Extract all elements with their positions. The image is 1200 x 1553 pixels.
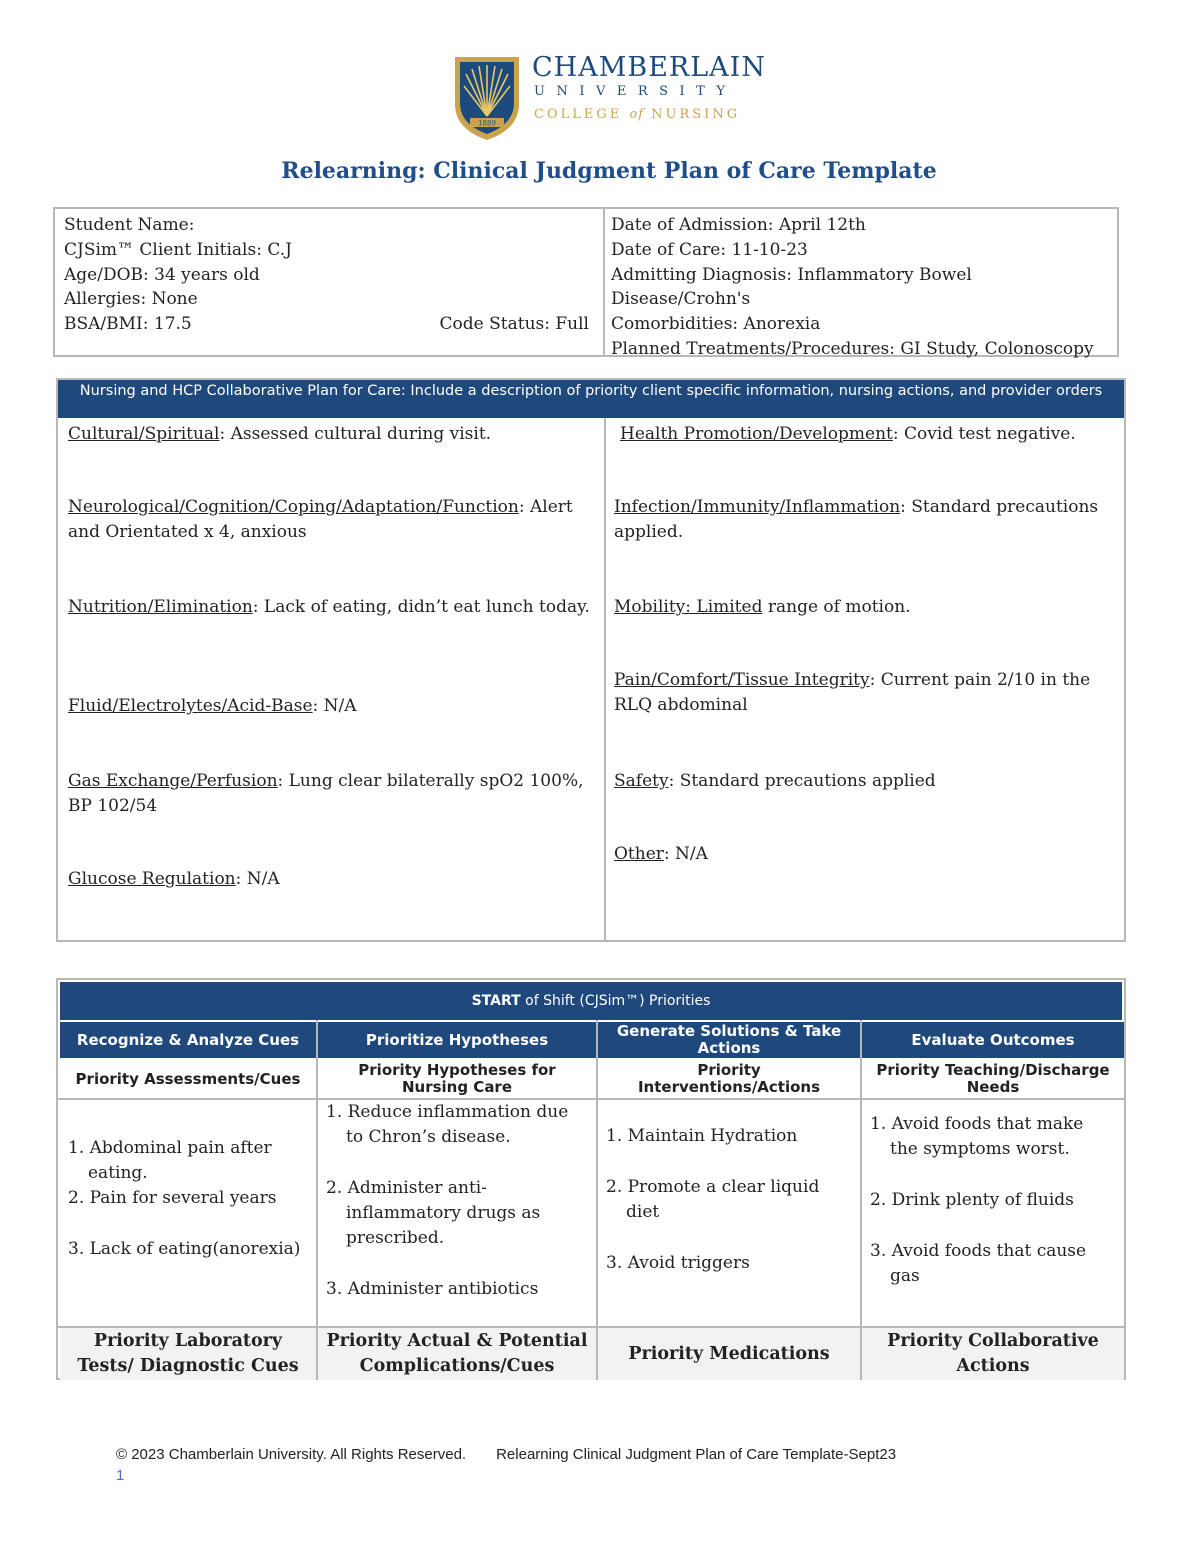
shield-crest-icon: [452, 54, 522, 142]
footer-collaborative-actions: Priority Collaborative Actions: [862, 1328, 1124, 1380]
list-item: 3. Avoid foods that cause gas: [870, 1241, 1087, 1286]
footer-complications: Priority Actual & Potential Complications/Cues: [318, 1328, 596, 1380]
col-sub-hypotheses: Priority Hypotheses for Nursing Care: [358, 1061, 556, 1096]
student-info-left: [64, 213, 589, 337]
copyright: © 2023 Chamberlain University. All Rights Reserved.: [116, 1446, 467, 1463]
document-name: Relearning Clinical Judgment Plan of Care Template-Sept23: [496, 1446, 897, 1463]
admitting-diagnosis-cont: Disease/Crohn's: [611, 289, 751, 310]
col-heading-recognize: Recognize & Analyze Cues: [60, 1022, 316, 1058]
student-name: Student Name:: [64, 215, 195, 235]
page-title: Relearning: Clinical Judgment Plan of Care Template: [281, 158, 937, 184]
teaching-cell: [862, 1100, 1124, 1326]
date-of-care: Date of Care: 11-10-23: [611, 239, 808, 260]
system-nutrition: Nutrition/Elimination: Lack of eating, didn’t eat lunch today.: [68, 597, 590, 617]
collaborative-plan: [56, 378, 1126, 942]
age-dob: Age/DOB: 34 years old: [64, 264, 260, 285]
col-heading-prioritize: Prioritize Hypotheses: [318, 1022, 596, 1058]
list-item: 2. Promote a clear liquid diet: [606, 1177, 820, 1222]
col-sub-teaching: Priority Teaching/Discharge Needs: [876, 1061, 1110, 1096]
list-item: 1. Reduce inflammation due to Chron’s disease.: [326, 1102, 569, 1147]
date-of-admission: Date of Admission: April 12th: [611, 215, 866, 235]
allergies: Allergies: None: [64, 289, 198, 310]
planned-treatments: Planned Treatments/Procedures: GI Study, Colonoscopy: [611, 338, 1094, 359]
system-neurological: Neurological/Cognition/Coping/Adaptation/Function: Alert and Orientated x 4, anxious: [68, 497, 573, 542]
code-status: Code Status: Full: [439, 314, 589, 335]
brand-college: COLLEGE of NURSING: [534, 107, 741, 122]
col-sub-assessments: Priority Assessments/Cues: [75, 1069, 301, 1088]
assessments-cell: [60, 1100, 316, 1326]
brand-university: UNIVERSITY: [534, 84, 737, 99]
col-heading-evaluate: Evaluate Outcomes: [862, 1022, 1124, 1058]
admitting-diagnosis: Admitting Diagnosis: Inflammatory Bowel: [611, 264, 972, 285]
footer-medications: Priority Medications: [598, 1328, 860, 1380]
chamberlain-logo: [452, 54, 772, 144]
bsa-bmi-line: [64, 312, 589, 337]
list-item: 3. Administer antibiotics: [326, 1279, 539, 1299]
brand-name: CHAMBERLAIN: [532, 52, 766, 83]
list-item: 1. Abdominal pain after eating.: [68, 1138, 272, 1183]
list-item: 1. Maintain Hydration: [606, 1126, 798, 1146]
student-info-right: [611, 213, 1116, 362]
list-item: 2. Pain for several years: [68, 1188, 277, 1208]
system-other: Other: N/A: [614, 844, 708, 864]
list-item: 3. Avoid triggers: [606, 1253, 750, 1273]
priorities-table: [56, 978, 1126, 1380]
svg-text:1889: 1889: [478, 119, 496, 128]
system-pain: Pain/Comfort/Tissue Integrity: Current pain 2/10 in the RLQ abdominal: [614, 670, 1091, 715]
system-safety: Safety: Standard precautions applied: [614, 771, 936, 791]
comorbidities: Comorbidities: Anorexia: [611, 314, 821, 335]
hypotheses-cell: [318, 1100, 596, 1326]
bsa-bmi: BSA/BMI: 17.5: [64, 314, 192, 335]
page-number: 1: [116, 1467, 125, 1484]
footer-lab-tests: Priority Laboratory Tests/ Diagnostic Cues: [60, 1328, 316, 1380]
collab-plan-header: Nursing and HCP Collaborative Plan for Care: Include a description of priority client specific information, nursing actions, and provider orders: [58, 380, 1124, 418]
list-item: 3. Lack of eating(anorexia): [68, 1239, 301, 1259]
list-item: 2. Drink plenty of fluids: [870, 1190, 1074, 1210]
list-item: 2. Administer anti-inflammatory drugs as prescribed.: [326, 1178, 541, 1248]
student-info-box: [53, 207, 1119, 357]
list-item: 1. Avoid foods that make the symptoms worst.: [870, 1114, 1084, 1159]
priorities-header: START of Shift (CJSim™) Priorities: [60, 982, 1122, 1020]
system-cultural: Cultural/Spiritual: Assessed cultural during visit.: [68, 424, 492, 444]
system-glucose: Glucose Regulation: N/A: [68, 869, 280, 889]
client-initials: CJSim™ Client Initials: C.J: [64, 239, 292, 260]
system-gas-exchange: Gas Exchange/Perfusion: Lung clear bilaterally spO2 100%, BP 102/54: [68, 771, 584, 816]
col-sub-interventions: Priority Interventions/Actions: [637, 1061, 821, 1096]
page-footer: [116, 1446, 896, 1463]
col-heading-generate: Generate Solutions & Take Actions: [598, 1022, 860, 1058]
system-fluid: Fluid/Electrolytes/Acid-Base: N/A: [68, 696, 357, 716]
system-mobility: Mobility: Limited range of motion.: [614, 597, 911, 617]
system-health-promotion: Health Promotion/Development: Covid test negative.: [620, 424, 1076, 444]
interventions-cell: [598, 1100, 860, 1326]
system-infection: Infection/Immunity/Inflammation: Standard precautions applied.: [614, 497, 1099, 542]
